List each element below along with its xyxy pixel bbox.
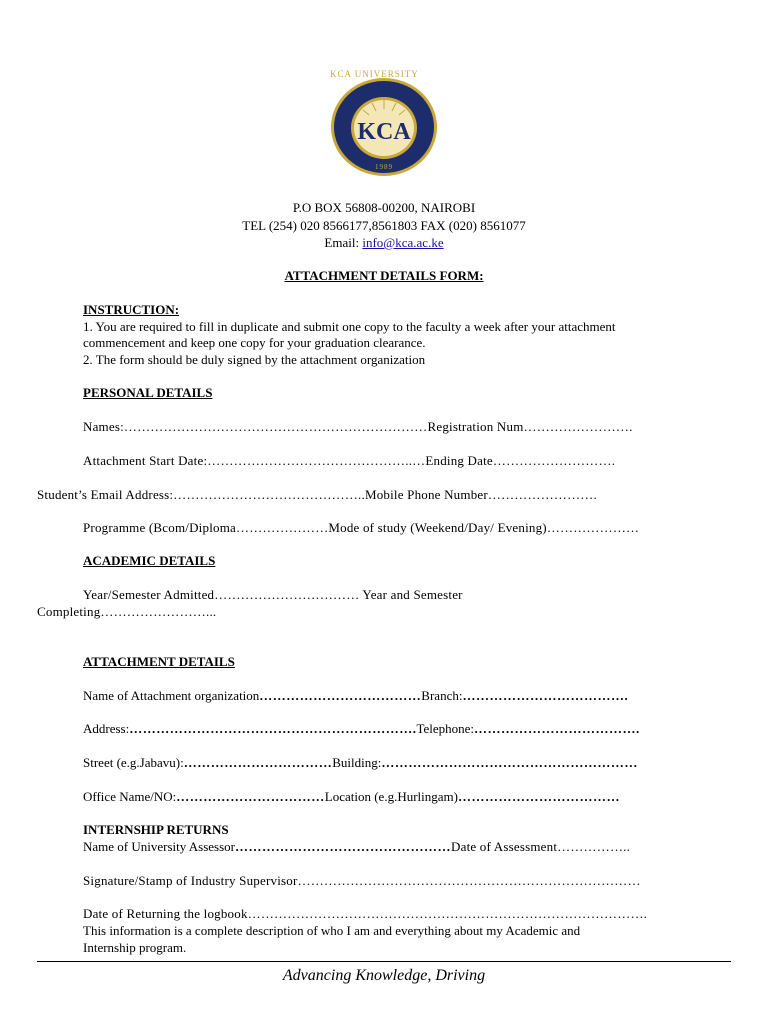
- names-field[interactable]: Names:……………………………………………………………Registration Num…………………….: [83, 419, 633, 434]
- instruction-line-3: 2. The form should be duly signed by the attachment organization: [83, 352, 426, 367]
- organization-label: Name of Attachment organization: [83, 688, 260, 703]
- year-semester-admitted-field[interactable]: Year/Semester Admitted…………………………… Year and Semester: [83, 587, 463, 602]
- date-of-assessment-field: Date of Assessment……………..: [451, 839, 631, 854]
- email-link[interactable]: info@kca.ac.ke: [362, 235, 444, 250]
- office-row[interactable]: [83, 789, 620, 805]
- assessor-label: Name of University Assessor: [83, 839, 236, 854]
- address-row[interactable]: [83, 721, 640, 737]
- student-email-field[interactable]: Student’s Email Address:……………………………………..Mobile Phone Number…………………….: [37, 487, 597, 502]
- assessor-row[interactable]: [83, 839, 630, 855]
- tel-fax-line: TEL (254) 020 8566177,8561803 FAX (020) 8561077: [242, 218, 526, 233]
- form-title: ATTACHMENT DETAILS FORM:: [284, 268, 484, 283]
- organization-dots: ………………………………: [259, 688, 422, 703]
- address-label: Address:: [83, 721, 130, 736]
- organization-row[interactable]: [83, 688, 628, 704]
- instruction-line-2: commencement and keep one copy for your graduation clearance.: [83, 335, 426, 350]
- internship-returns-heading: INTERNSHIP RETURNS: [83, 822, 229, 837]
- street-row[interactable]: [83, 755, 638, 771]
- footer-rule: [37, 961, 731, 962]
- email-line: [0, 235, 768, 251]
- kca-seal-icon: [330, 69, 438, 177]
- street-dots: ……………………………: [183, 755, 333, 770]
- statement-line-1: This information is a complete description of who I am and everything about my Academic and: [83, 923, 581, 938]
- attachment-details-heading: ATTACHMENT DETAILS: [83, 654, 235, 669]
- logo-year: 1989: [375, 163, 393, 171]
- logo-monogram: KCA: [357, 119, 411, 145]
- branch-dots: ……………………………….: [462, 688, 629, 703]
- po-box-line: P.O BOX 56808-00200, NAIROBI: [292, 200, 476, 215]
- instruction-heading: INSTRUCTION:: [83, 302, 180, 317]
- location-dots: ………………………………: [457, 789, 620, 804]
- university-logo: [330, 69, 438, 177]
- telephone-dots: ……………………………….: [474, 721, 640, 736]
- completing-field[interactable]: Completing……………………...: [37, 604, 217, 619]
- location-label: Location (e.g.Hurlingam): [324, 789, 458, 804]
- statement-line-2: Internship program.: [83, 940, 187, 955]
- attachment-start-date-field[interactable]: Attachment Start Date:………………………………………..…Ending Date……………………….: [83, 453, 616, 468]
- logbook-return-date-field[interactable]: Date of Returning the logbook……………………………………………………………………………….: [83, 906, 648, 921]
- instruction-line-1: 1. You are required to fill in duplicate and submit one copy to the faculty a week after your attachment: [83, 319, 616, 334]
- telephone-label: Telephone:: [416, 721, 475, 736]
- programme-field[interactable]: Programme (Bcom/Diploma…………………Mode of study (Weekend/Day/ Evening)…………………: [83, 520, 640, 535]
- street-label: Street (e.g.Jabavu):: [83, 755, 184, 770]
- building-dots: …………………………………………………: [381, 755, 638, 770]
- signature-stamp-field[interactable]: Signature/Stamp of Industry Supervisor……………………………………………………………………: [83, 873, 641, 888]
- branch-label: Branch:: [421, 688, 463, 703]
- assessor-dots: …………………………………………: [235, 839, 452, 854]
- personal-details-heading: PERSONAL DETAILS: [83, 385, 213, 400]
- footer-motto: Advancing Knowledge, Driving: [282, 967, 486, 984]
- office-dots: ……………………………: [176, 789, 325, 804]
- logo-arc-text: KCA UNIVERSITY: [330, 69, 419, 79]
- email-label: Email:: [324, 235, 363, 250]
- academic-details-heading: ACADEMIC DETAILS: [83, 553, 216, 568]
- office-label: Office Name/NO:: [83, 789, 177, 804]
- address-dots: ……………………………………………………….: [129, 721, 417, 736]
- building-label: Building:: [332, 755, 382, 770]
